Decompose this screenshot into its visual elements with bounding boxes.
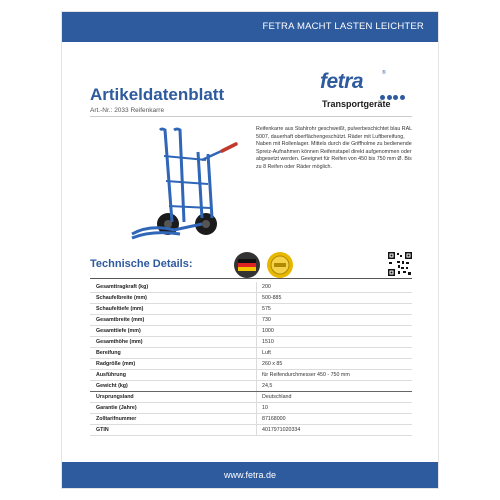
technical-details-divider: [90, 278, 412, 279]
datasheet-page: [62, 12, 438, 488]
qr-code-icon[interactable]: [388, 252, 412, 276]
made-in-germany-badge-icon: [234, 252, 260, 278]
spec-row-0: Gesamttragkraft (kg) 200: [90, 282, 412, 293]
header-slogan: FETRA MACHT LASTEN LEICHTER: [262, 21, 424, 32]
title-divider: [90, 116, 412, 117]
specs-table: [90, 282, 412, 436]
header-bar: [62, 12, 438, 42]
article-number: Art.-Nr.: 2033 Reifenkarre: [90, 107, 165, 114]
spec-row-5: Gesamthöhe (mm) 1510: [90, 337, 412, 348]
page-title: Artikeldatenblatt: [90, 85, 225, 104]
spec-row-11: Garantie (Jahre) 10: [90, 403, 412, 414]
quality-badges: [232, 250, 296, 280]
logo-dots-icon: [380, 87, 410, 93]
technical-details-heading: Technische Details:: [90, 258, 193, 270]
spec-row-13: GTIN 4017971020334: [90, 425, 412, 436]
spec-row-7: Radgröße (mm) 260 x 85: [90, 359, 412, 370]
tire-trolley-image: [102, 126, 242, 244]
footer-url-link[interactable]: www.fetra.de: [223, 470, 277, 480]
spec-row-8: Ausführung für Reifendurchmesser 450 - 750 mm: [90, 370, 412, 381]
spec-row-2: Schaufeltiefe (mm) 575: [90, 304, 412, 315]
warranty-badge-icon: [267, 252, 293, 278]
spec-row-10: Ursprungsland Deutschland: [90, 392, 412, 403]
product-description: Reifenkarre aus Stahlrohr geschweißt, pulverbeschichtet blau RAL 5007, dauerhaft oberflächengeschützt. Räder mit Luftbereifung, Naben mit Rollenlager. Mittels durch die Griffholme zu bedienende Spreiz-Aufnahmen können Reifenstapel direkt aufgenommen oder abgesetzt werden. Geeignet für Reifen von 450 bis 750 mm Ø. Bis zu 8 Reifen oder Räder möglich.: [256, 126, 412, 170]
logo-word: fetra: [320, 70, 364, 93]
spec-row-1: Schaufelbreite (mm) 500-885: [90, 293, 412, 304]
logo-registered-mark: ®: [382, 70, 386, 76]
logo-subtitle: Transportgeräte: [322, 99, 391, 109]
spec-row-9: Gewicht (kg) 24,5: [90, 381, 412, 392]
fetra-logo[interactable]: [320, 70, 410, 114]
spec-row-6: Bereifung Luft: [90, 348, 412, 359]
footer-bar: [62, 462, 438, 488]
spec-row-4: Gesamttiefe (mm) 1000: [90, 326, 412, 337]
spec-row-3: Gesamtbreite (mm) 730: [90, 315, 412, 326]
spec-row-12: Zolltarifnummer 87168000: [90, 414, 412, 425]
